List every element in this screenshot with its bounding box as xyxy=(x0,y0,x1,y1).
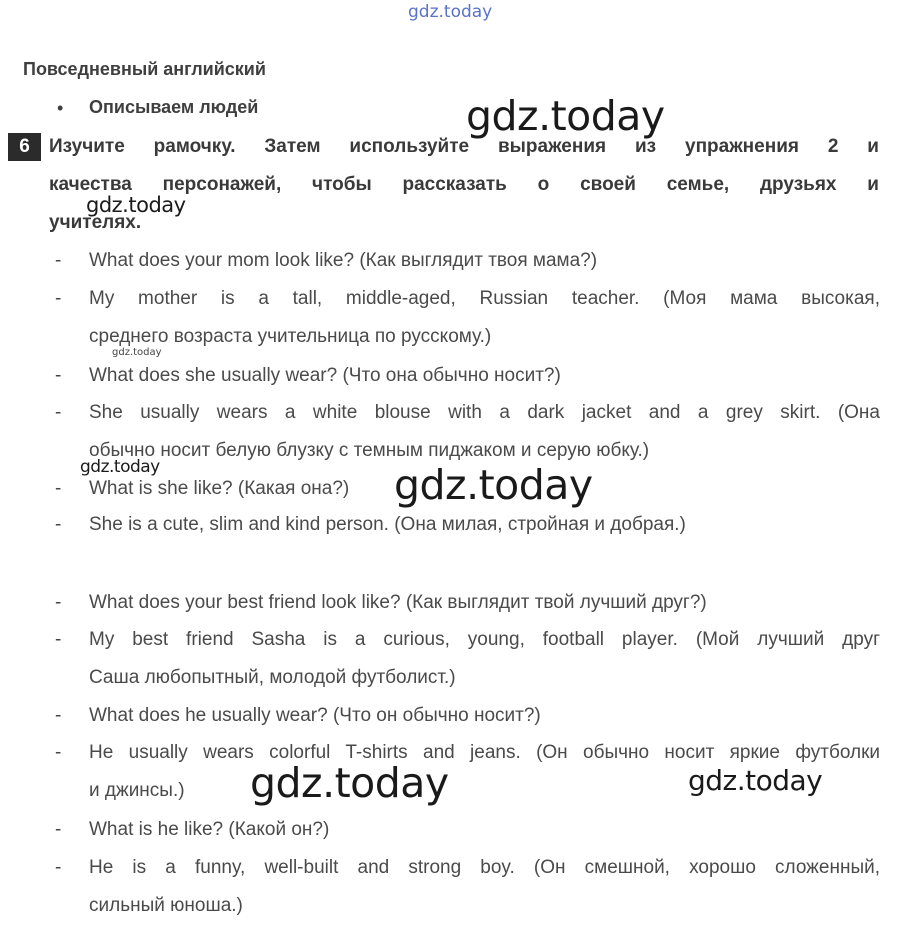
bullet-dot-icon: • xyxy=(57,98,64,118)
dialogue-line: My best friend Sasha is a curious, young, football player. (Мой лучший друг xyxy=(89,629,880,650)
watermark-large: gdz.today xyxy=(250,759,449,807)
dialogue-line: сильный юноша.) xyxy=(89,895,243,916)
dash-marker: - xyxy=(55,250,62,271)
task-line: учителях. xyxy=(49,212,142,233)
exercise-task xyxy=(49,128,879,204)
dash-marker: - xyxy=(55,819,62,840)
dialogue-line: среднего возраста учительница по русскому.) xyxy=(89,326,492,347)
dash-marker: - xyxy=(55,742,62,763)
dialogue-line: и джинсы.) xyxy=(89,780,185,801)
dialogue-line: He usually wears colorful T-shirts and jeans. (Он обычно носит яркие футболки xyxy=(89,742,880,763)
dash-marker: - xyxy=(55,402,62,423)
dialogue-line: What is he like? (Какой он?) xyxy=(89,819,330,840)
task-line: качества персонажей, чтобы рассказать о своей семье, друзьях и xyxy=(49,174,879,195)
dash-marker: - xyxy=(55,857,62,878)
dialogue-line: Саша любопытный, молодой футболист.) xyxy=(89,667,456,688)
dash-marker: - xyxy=(55,592,62,613)
dialogue-line: My mother is a tall, middle-aged, Russian teacher. (Моя мама высокая, xyxy=(89,288,880,309)
watermark-small: gdz.today xyxy=(86,193,186,217)
watermark-large: gdz.today xyxy=(394,461,593,509)
section-title: Повседневный английский xyxy=(23,59,266,79)
watermark-top: gdz.today xyxy=(408,2,493,22)
dash-marker: - xyxy=(55,705,62,726)
task-line: Изучите рамочку. Затем используйте выражения из упражнения 2 и xyxy=(49,136,879,157)
dialogue-line: What is she like? (Какая она?) xyxy=(89,478,350,499)
dialogue-line: What does your best friend look like? (Как выглядит твой лучший друг?) xyxy=(89,592,707,613)
exercise-number-badge: 6 xyxy=(8,133,41,161)
dialogue-line: What does she usually wear? (Что она обычно носит?) xyxy=(89,365,561,386)
section-subtitle: Описываем людей xyxy=(89,97,259,117)
dash-marker: - xyxy=(55,288,62,309)
dialogue-line: He is a funny, well-built and strong boy. (Он смешной, хорошо сложенный, xyxy=(89,857,880,878)
dialogue-line: What does he usually wear? (Что он обычно носит?) xyxy=(89,705,541,726)
dash-marker: - xyxy=(55,478,62,499)
dash-marker: - xyxy=(55,514,62,535)
dialogue-line: обычно носит белую блузку с темным пиджаком и серую юбку.) xyxy=(89,440,650,461)
watermark-small: gdz.today xyxy=(688,764,823,797)
dialogue-line: She usually wears a white blouse with a dark jacket and a grey skirt. (Она xyxy=(89,402,880,423)
dash-marker: - xyxy=(55,629,62,650)
dialogue-line: What does your mom look like? (Как выглядит твоя мама?) xyxy=(89,250,598,271)
watermark-tiny: gdz.today xyxy=(112,347,162,358)
dash-marker: - xyxy=(55,365,62,386)
watermark-large: gdz.today xyxy=(466,92,665,140)
watermark-small: gdz.today xyxy=(80,457,160,477)
dialogue-line: She is a cute, slim and kind person. (Она милая, стройная и добрая.) xyxy=(89,514,686,535)
